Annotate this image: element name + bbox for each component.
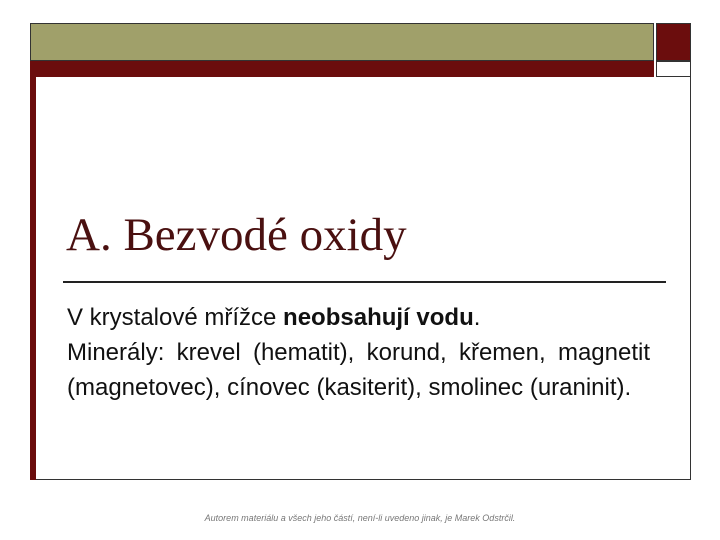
left-accent-bar <box>30 77 36 480</box>
header-corner-box <box>656 61 691 77</box>
line1-bold: neobsahují vodu <box>283 304 474 331</box>
header-red-strip <box>30 61 654 77</box>
header-corner-square <box>656 23 691 61</box>
line1-prefix: V krystalové mřížce <box>67 304 284 331</box>
body-paragraph-2: Minerály: krevel (hematit), korund, křemen, magnetit (magnetovec), cínovec (kasiterit), smolinec (uraninit). <box>67 339 650 401</box>
title-underline <box>63 281 666 283</box>
line1-suffix: . <box>473 304 481 331</box>
body-line-1 <box>67 300 650 335</box>
footer-credit: Autorem materiálu a všech jeho částí, není-li uvedeno jinak, je Marek Odstrčil. <box>204 513 516 523</box>
frame-bottom-edge <box>36 479 691 480</box>
frame-right-edge <box>690 77 691 480</box>
slide-body <box>67 300 650 405</box>
slide-title: A. Bezvodé oxidy <box>66 209 407 261</box>
header-olive-bar <box>30 23 654 61</box>
